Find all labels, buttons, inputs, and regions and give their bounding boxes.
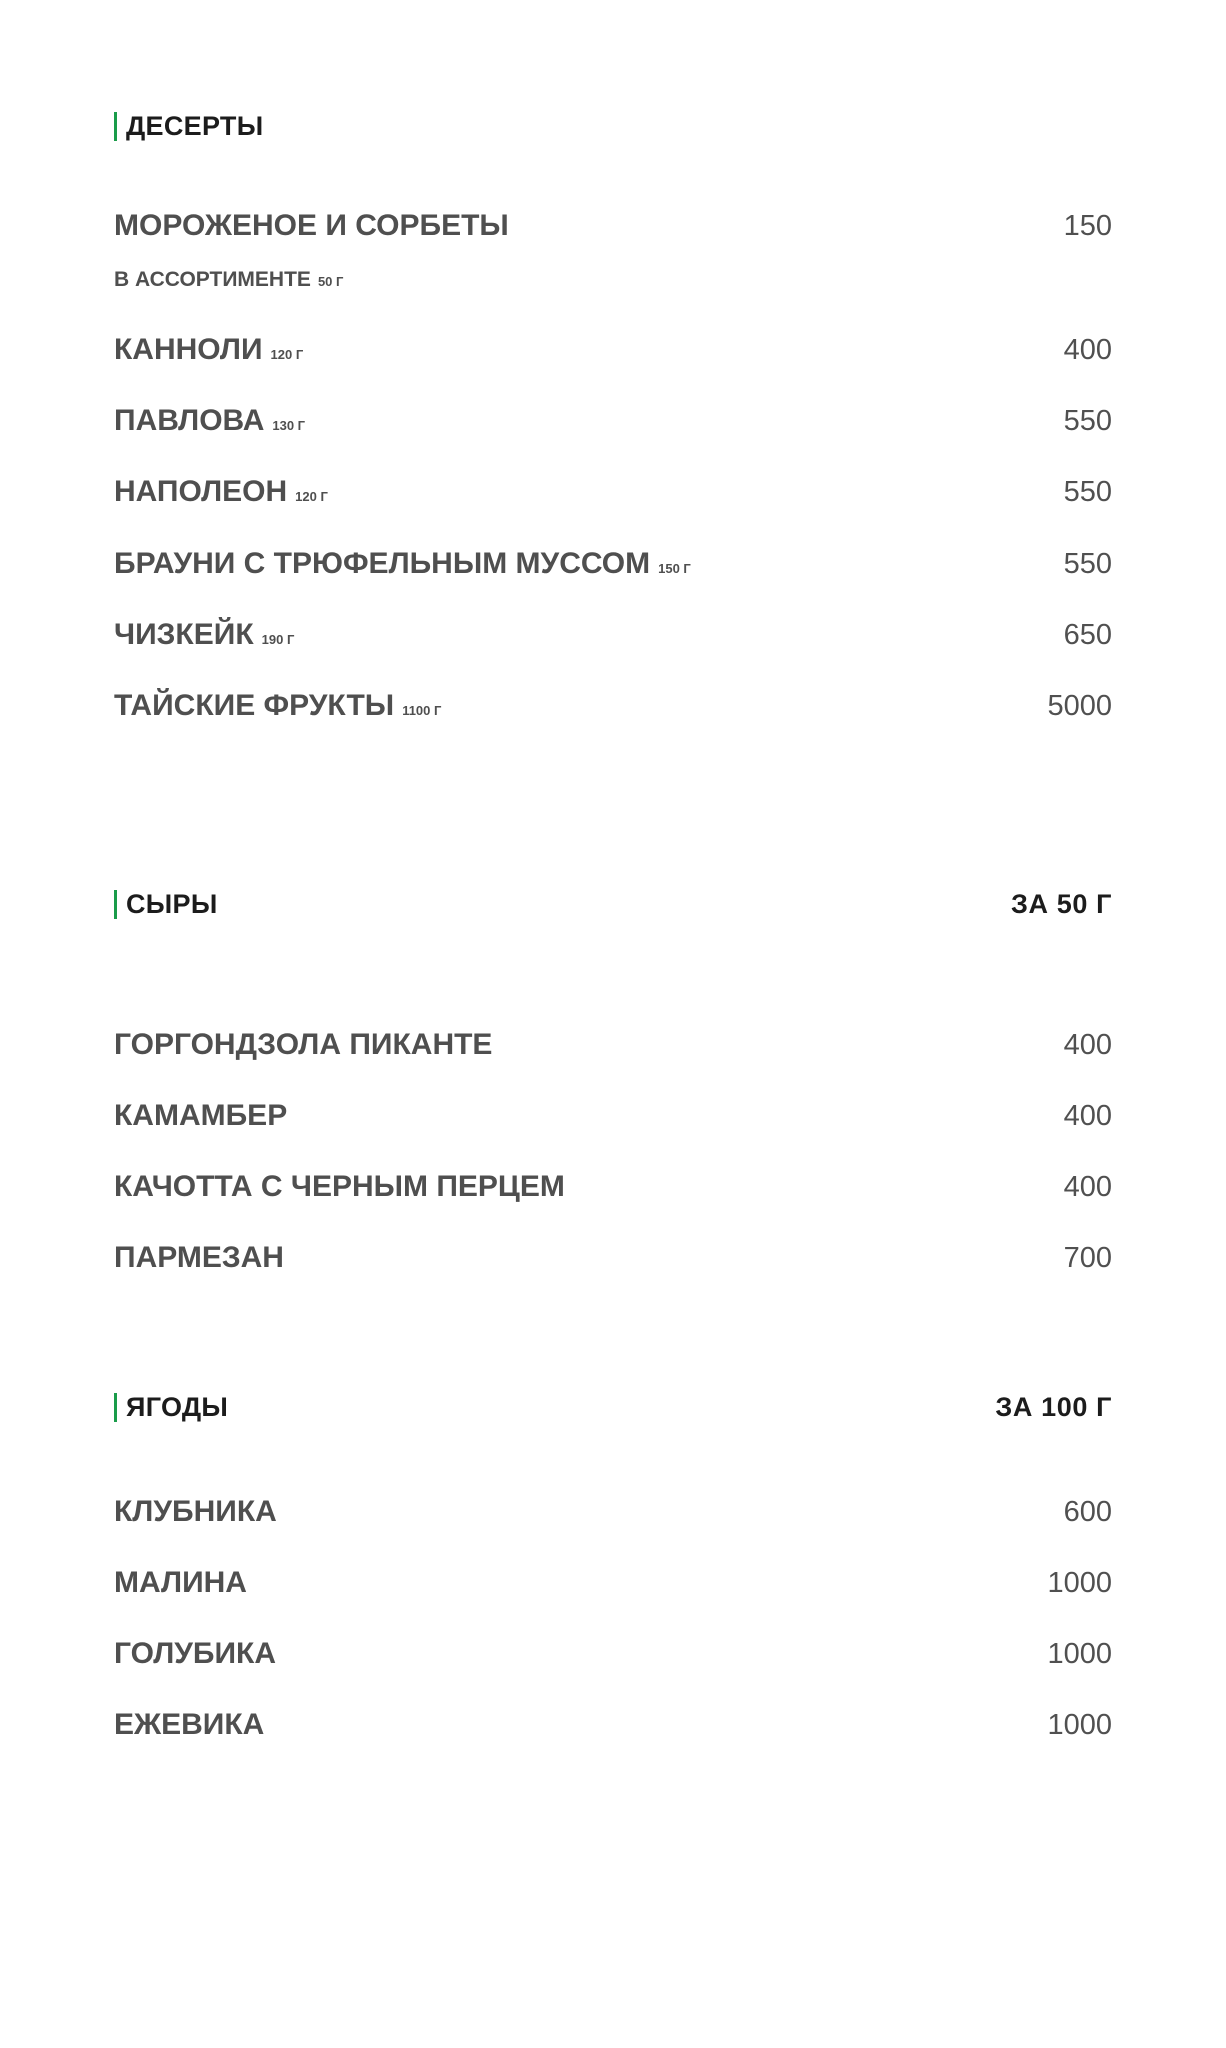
berries-title (114, 1392, 228, 1423)
item-name: КАЧОТТА С ЧЕРНЫМ ПЕРЦЕМ (114, 1170, 565, 1203)
item-price: 150 (1063, 210, 1112, 242)
menu-item-parmesan (114, 1241, 1112, 1281)
berries-section-header (114, 1389, 1112, 1425)
item-name: ГОРГОНДЗОЛА ПИКАНТЕ (114, 1028, 493, 1061)
item-price: 400 (1063, 1100, 1112, 1132)
item-name-group (114, 475, 328, 509)
item-price: 600 (1063, 1496, 1112, 1528)
item-name: ПАРМЕЗАН (114, 1241, 284, 1274)
menu-item-camembert (114, 1099, 1112, 1139)
item-subtitle: В АССОРТИМЕНТЕ (114, 268, 311, 291)
item-price: 1000 (1047, 1567, 1112, 1599)
menu-item-brownie (114, 547, 1112, 587)
berries-title-text: ЯГОДЫ (126, 1391, 229, 1422)
item-price: 400 (1063, 1029, 1112, 1061)
menu-item-blueberry (114, 1637, 1112, 1677)
menu-item-strawberry (114, 1495, 1112, 1535)
item-weight: 50 Г (317, 274, 344, 289)
accent-bar (114, 1393, 117, 1422)
item-name: БРАУНИ С ТРЮФЕЛЬНЫМ МУССОМ (114, 547, 651, 580)
item-price: 550 (1063, 476, 1112, 508)
menu-item-gorgonzola (114, 1028, 1112, 1068)
menu-item-cheesecake (114, 618, 1112, 658)
item-name: ПАВЛОВА (114, 404, 265, 437)
cheeses-title (114, 889, 218, 920)
accent-bar (114, 890, 117, 919)
item-price: 700 (1063, 1242, 1112, 1274)
item-name: КАМАМБЕР (114, 1099, 288, 1132)
berries-unit-note: ЗА 100 Г (995, 1391, 1112, 1422)
item-name: ГОЛУБИКА (114, 1637, 277, 1670)
item-price: 400 (1063, 334, 1112, 366)
item-name: КЛУБНИКА (114, 1495, 277, 1528)
desserts-section-header (114, 108, 1112, 144)
item-name: ТАЙСКИЕ ФРУКТЫ (114, 689, 395, 722)
item-weight: 120 Г (295, 489, 328, 504)
accent-bar (114, 112, 117, 141)
item-name: НАПОЛЕОН (114, 475, 288, 508)
item-price: 1000 (1047, 1709, 1112, 1741)
cheeses-section-header (114, 886, 1112, 922)
item-name: ЧИЗКЕЙК (114, 618, 254, 651)
menu-item-ice-cream (114, 209, 1112, 249)
item-name: КАННОЛИ (114, 333, 263, 366)
menu-item-raspberry (114, 1566, 1112, 1606)
item-name-group (114, 618, 294, 652)
item-weight: 150 Г (658, 561, 691, 576)
item-name-group (114, 333, 303, 367)
menu-item-thai-fruits (114, 689, 1112, 729)
cheeses-title-text: СЫРЫ (126, 888, 218, 919)
item-weight: 1100 Г (402, 703, 442, 718)
cheeses-unit-note: ЗА 50 Г (1011, 888, 1112, 919)
item-name: ЕЖЕВИКА (114, 1708, 265, 1741)
item-weight: 130 Г (272, 418, 306, 433)
item-name-group (114, 689, 441, 723)
menu-item-napoleon (114, 475, 1112, 515)
item-name-group (114, 547, 691, 581)
item-price: 650 (1063, 619, 1112, 651)
desserts-title-text: ДЕСЕРТЫ (126, 110, 264, 141)
menu-item-pavlova (114, 404, 1112, 444)
menu-item-caciotta (114, 1170, 1112, 1210)
item-price: 550 (1063, 548, 1112, 580)
item-weight: 190 Г (261, 632, 295, 647)
menu-item-ice-cream-subtitle (114, 268, 343, 298)
menu-item-blackberry (114, 1708, 1112, 1748)
item-weight: 120 Г (270, 347, 304, 362)
item-price: 550 (1063, 405, 1112, 437)
menu-item-cannoli (114, 333, 1112, 373)
item-name: МАЛИНА (114, 1566, 247, 1599)
desserts-title (114, 111, 263, 142)
item-name-group (114, 404, 305, 438)
item-price: 400 (1063, 1171, 1112, 1203)
item-price: 1000 (1047, 1638, 1112, 1670)
item-price: 5000 (1047, 690, 1112, 722)
item-name: МОРОЖЕНОЕ И СОРБЕТЫ (114, 209, 509, 242)
